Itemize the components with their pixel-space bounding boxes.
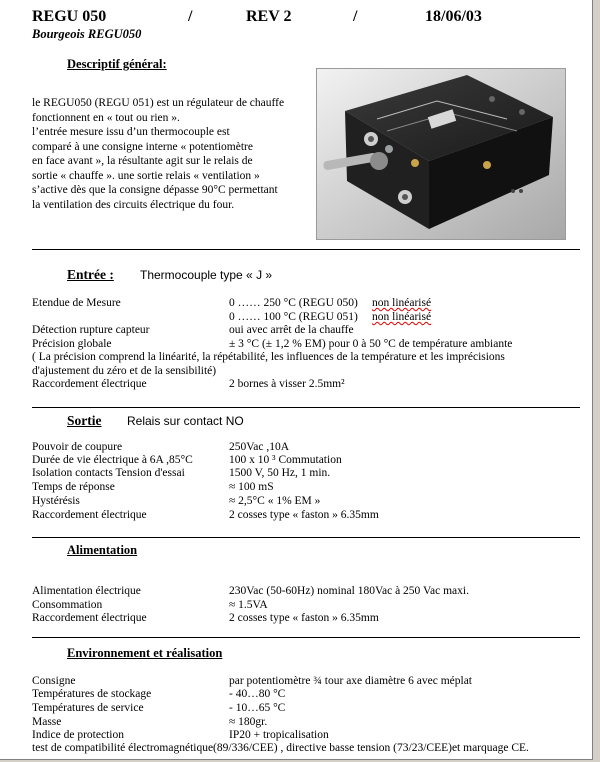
descriptif-line: s’active dès que la consigne dépasse 90°C permettant — [32, 184, 278, 196]
sortie-row-label: Hystérésis — [32, 495, 80, 507]
entree-non-linearise: non linéarisé — [372, 311, 432, 323]
sortie-row-value: ≈ 100 mS — [229, 481, 274, 493]
entree-etendue-label: Etendue de Mesure — [32, 297, 121, 309]
entree-precision-note: ( La précision comprend la linéarité, la répétabilité, les influences de la température et les imprécisions — [32, 351, 505, 363]
descriptif-line: comparé à une consigne interne « potentiomètre — [32, 140, 253, 153]
header-subtitle: Bourgeois REGU050 — [32, 27, 142, 41]
sortie-row-label: Raccordement électrique — [32, 509, 147, 521]
env-row-value: - 10…65 °C — [229, 702, 286, 714]
entree-precision-note: d'ajustement du zéro et de la sensibilité) — [32, 365, 217, 377]
descriptif-line: fonctionnent en « tout ou rien ». — [32, 111, 180, 124]
entree-raccord-label: Raccordement électrique — [32, 378, 147, 390]
env-row-label: Consigne — [32, 675, 76, 687]
env-final-line: test de compatibilité électromagnétique(89/336/CEE) , directive basse tension (73/23/CEE)et marquage CE. — [32, 742, 529, 754]
product-photo — [316, 68, 566, 240]
section-title-alimentation: Alimentation — [67, 543, 138, 557]
sortie-row-value: 100 x 10 ³ Commutation — [229, 454, 342, 466]
sortie-row-label: Isolation contacts Tension d'essai — [32, 467, 185, 479]
section-title-descriptif: Descriptif général: — [67, 57, 167, 71]
entree-precision-value: ± 3 °C (± 1,2 % EM) pour 0 à 50 °C de température ambiante — [229, 338, 513, 350]
device-illustration — [317, 69, 565, 239]
alim-row-label: Consommation — [32, 599, 103, 611]
entree-non-linearise: non linéarisé — [372, 297, 432, 309]
section-title-environnement: Environnement et réalisation — [67, 646, 223, 660]
entree-raccord-value: 2 bornes à visser 2.5mm² — [229, 378, 345, 390]
header-date: 18/06/03 — [425, 8, 482, 25]
header-separator: / — [353, 8, 358, 25]
entree-precision-label: Précision globale — [32, 338, 112, 350]
alim-row-value: 2 cosses type « faston » 6.35mm — [229, 612, 379, 624]
alim-row-value: ≈ 1.5VA — [229, 599, 268, 611]
alim-row-label: Alimentation électrique — [32, 585, 141, 597]
section-divider — [32, 537, 580, 538]
entree-detection-label: Détection rupture capteur — [32, 324, 150, 336]
env-row-label: Indice de protection — [32, 729, 124, 741]
section-divider — [32, 249, 580, 250]
sortie-row-value: 2 cosses type « faston » 6.35mm — [229, 509, 379, 521]
descriptif-line: l’entrée mesure issu d’un thermocouple est — [32, 126, 230, 138]
header-revision: REV 2 — [246, 8, 292, 25]
alim-row-value: 230Vac (50-60Hz) nominal 180Vac à 250 Vac maxi. — [229, 585, 469, 597]
env-row-value: par potentiomètre ¾ tour axe diamètre 6 avec méplat — [229, 675, 472, 687]
entree-subtitle: Thermocouple type « J » — [140, 268, 273, 282]
entree-etendue-value: 0 …… 250 °C (REGU 050) — [229, 297, 358, 309]
entree-etendue-value: 0 …… 100 °C (REGU 051) — [229, 311, 358, 323]
env-row-label: Températures de service — [32, 702, 144, 714]
section-divider — [32, 407, 580, 408]
sortie-row-value: 250Vac ,10A — [229, 441, 290, 453]
env-row-value: IP20 + tropicalisation — [229, 729, 329, 741]
env-row-value: - 40…80 °C — [229, 688, 286, 700]
env-row-label: Masse — [32, 716, 62, 728]
sortie-row-value: 1500 V, 50 Hz, 1 min. — [229, 467, 331, 479]
descriptif-line: la ventilation des circuits électrique du four. — [32, 198, 235, 211]
descriptif-line: sortie « chauffe ». une sortie relais « ventilation » — [32, 169, 260, 182]
descriptif-text — [32, 96, 284, 212]
sortie-row-label: Durée de vie électrique à 6A ,85°C — [32, 454, 193, 466]
section-divider — [32, 637, 580, 638]
header-separator: / — [188, 8, 193, 25]
section-title-entree: Entrée : — [67, 267, 114, 282]
sortie-row-value: ≈ 2,5°C « 1% EM » — [229, 495, 321, 507]
alim-row-label: Raccordement électrique — [32, 612, 147, 624]
section-title-sortie: Sortie — [67, 413, 102, 428]
descriptif-line: en face avant », la résultante agit sur le relais de — [32, 155, 253, 167]
sortie-row-label: Pouvoir de coupure — [32, 441, 123, 453]
env-row-value: ≈ 180gr. — [229, 716, 268, 728]
sortie-subtitle: Relais sur contact NO — [127, 414, 244, 428]
entree-detection-value: oui avec arrêt de la chauffe — [229, 324, 354, 336]
descriptif-line: le REGU050 (REGU 051) est un régulateur de chauffe — [32, 97, 285, 109]
sortie-row-label: Temps de réponse — [32, 481, 115, 493]
header-model: REGU 050 — [32, 8, 107, 25]
env-row-label: Températures de stockage — [32, 688, 152, 700]
